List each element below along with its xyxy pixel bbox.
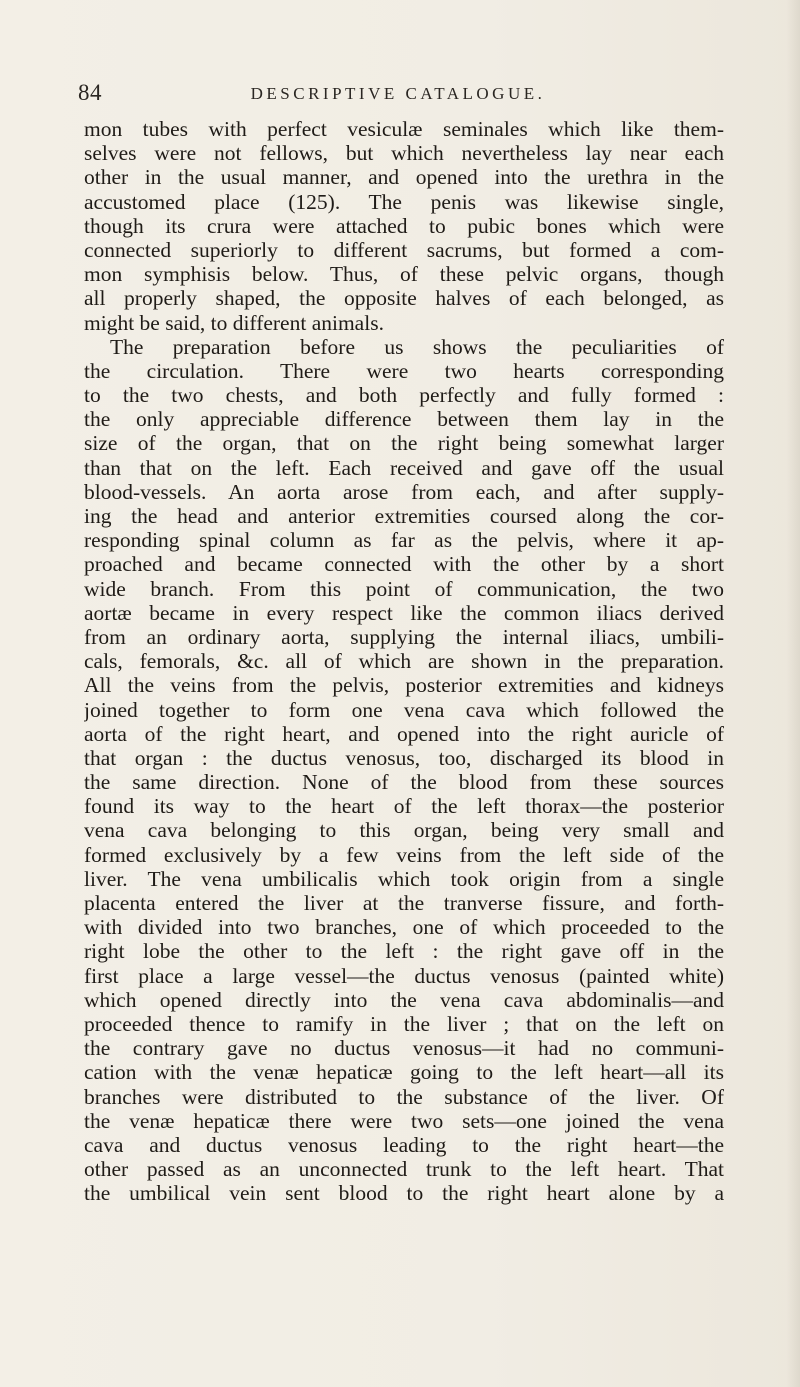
text-line: size of the organ, that on the right being somewhat larger: [84, 431, 724, 456]
text-line: joined together to form one vena cava which followed the: [84, 697, 724, 722]
text-line: cation with the venæ hepaticæ going to the left heart—all its: [84, 1060, 724, 1085]
text-line: the venæ hepaticæ there were two sets—one joined the vena: [84, 1108, 724, 1133]
text-line: The preparation before us shows the peculiarities of: [110, 334, 724, 359]
text-line: all properly shaped, the opposite halves of each belonged, as: [84, 286, 724, 311]
text-line: aorta of the right heart, and opened into the right auricle of: [84, 721, 724, 746]
text-line: the only appreciable difference between them lay in the: [84, 407, 724, 432]
text-line: the same direction. None of the blood from these sources: [84, 770, 724, 795]
text-line: blood-vessels. An aorta arose from each, and after supply-: [84, 479, 724, 504]
text-line: wide branch. From this point of communication, the two: [84, 576, 724, 601]
text-line: placenta entered the liver at the tranverse fissure, and forth-: [84, 891, 724, 915]
text-line: formed exclusively by a few veins from the left side of the: [84, 842, 724, 867]
text-line: the circulation. There were two hearts corresponding: [84, 358, 724, 383]
text-line: proached and became connected with the other by a short: [84, 552, 724, 577]
text-line: aortæ became in every respect like the common iliacs derived: [84, 600, 724, 625]
page-edge-shadow: [786, 0, 800, 1387]
text-line: liver. The vena umbilicalis which took origin from a single: [84, 866, 724, 891]
text-line: from an ordinary aorta, supplying the internal iliacs, umbili-: [84, 624, 724, 649]
text-line: first place a large vessel—the ductus venosus (painted white): [84, 963, 724, 988]
text-line: right lobe the other to the left : the right gave off in the: [84, 939, 724, 964]
text-line: mon symphisis below. Thus, of these pelvic organs, though: [84, 262, 724, 287]
text-line: found its way to the heart of the left thorax—the posterior: [84, 794, 724, 819]
page-header: [78, 80, 718, 114]
text-line: connected superiorly to different sacrums, but formed a com-: [84, 237, 724, 262]
text-line: proceeded thence to ramify in the liver ; that on the left on: [84, 1011, 724, 1036]
text-line: responding spinal column as far as the pelvis, where it ap-: [84, 528, 724, 553]
text-line: other in the usual manner, and opened into the urethra in the: [84, 165, 724, 190]
text-line: branches were distributed to the substance of the liver. Of: [84, 1084, 724, 1109]
text-line: selves were not fellows, but which nevertheless lay near each: [84, 141, 724, 166]
text-line: than that on the left. Each received and gave off the usual: [84, 455, 724, 480]
text-line: cava and ductus venosus leading to the right heart—the: [84, 1132, 724, 1157]
text-line: accustomed place (125). The penis was likewise single,: [84, 189, 724, 214]
text-line: All the veins from the pelvis, posterior extremities and kidneys: [84, 673, 724, 698]
text-line: other passed as an unconnected trunk to the left heart. That: [84, 1157, 724, 1182]
text-line: cals, femorals, &c. all of which are shown in the preparation.: [84, 649, 724, 674]
text-line: though its crura were attached to pubic bones which were: [84, 213, 724, 238]
text-line: ing the head and anterior extremities coursed along the cor-: [84, 504, 724, 528]
text-line: the umbilical vein sent blood to the right heart alone by a: [84, 1181, 724, 1206]
text-line: the contrary gave no ductus venosus—it had no communi-: [84, 1036, 724, 1061]
text-line: might be said, to different animals.: [84, 310, 384, 335]
text-line: to the two chests, and both perfectly and fully formed :: [84, 383, 724, 408]
text-line: that organ : the ductus venosus, too, discharged its blood in: [84, 745, 724, 770]
running-head: DESCRIPTIVE CATALOGUE.: [250, 84, 546, 103]
text-line: which opened directly into the vena cava abdominalis—and: [84, 987, 724, 1012]
text-line: with divided into two branches, one of which proceeded to the: [84, 915, 724, 940]
body-text: [84, 117, 724, 1205]
text-line: vena cava belonging to this organ, being very small and: [84, 818, 724, 843]
text-line: mon tubes with perfect vesiculæ seminales which like them-: [84, 117, 724, 141]
page-number: 84: [78, 80, 102, 105]
